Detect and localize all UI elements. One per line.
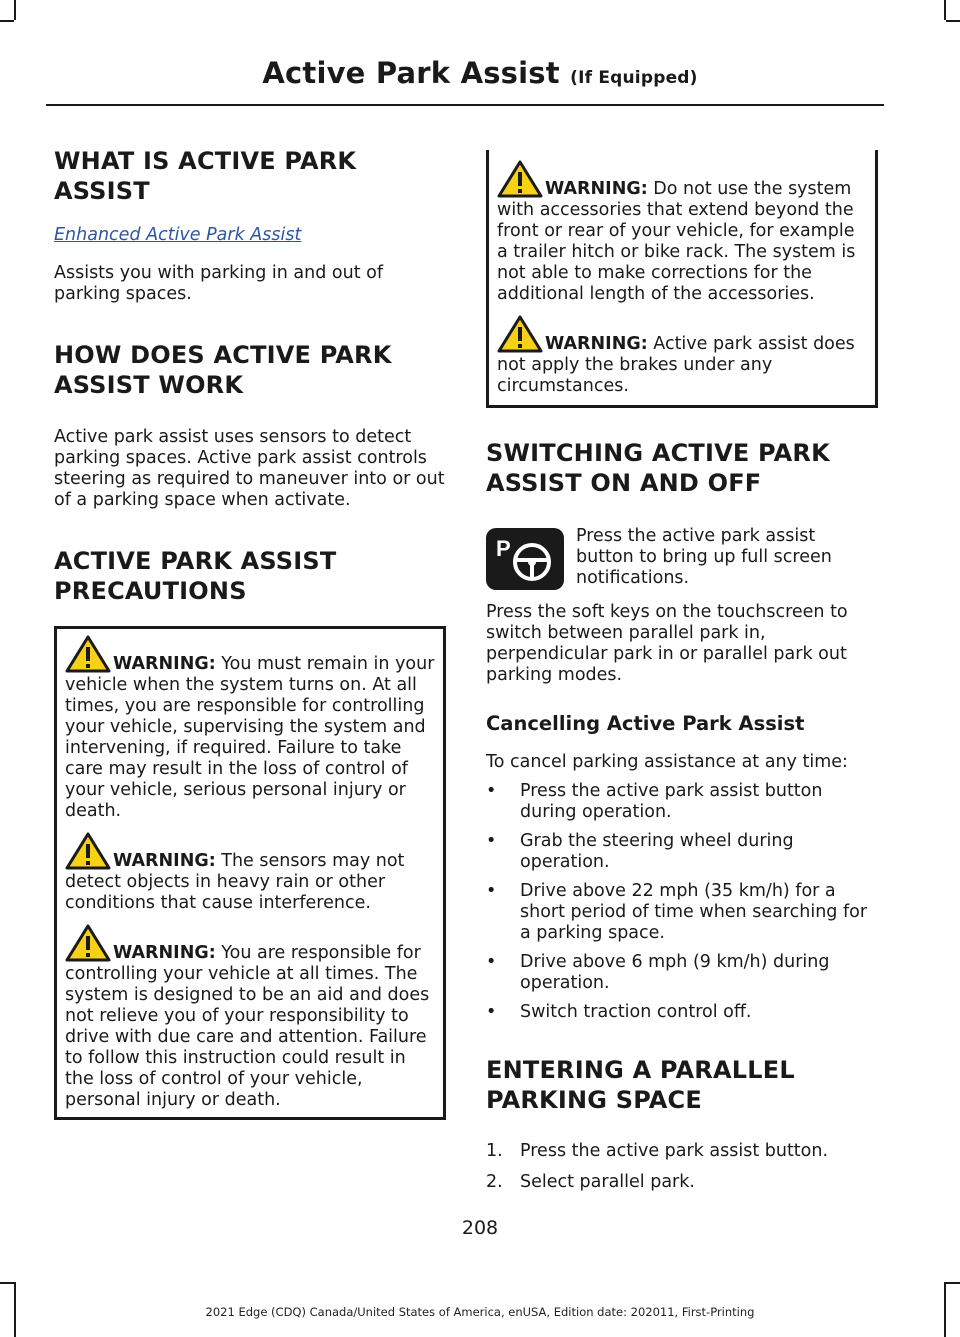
heading-cancelling: Cancelling Active Park Assist (486, 712, 805, 735)
warning-text: The sensors may not detect objects in heavy rain or other conditions that cause interference. (65, 851, 405, 913)
heading-what-is: WHAT IS ACTIVE PARK ASSIST (54, 147, 357, 205)
switch-body: Press the soft keys on the touchscreen to switch between parallel park in, perpendicular park in or parallel park out parking modes. (486, 602, 848, 685)
left-column (54, 146, 446, 1120)
warning-item (65, 832, 435, 914)
warning-label: WARNING: (545, 334, 648, 354)
crop-mark (14, 0, 16, 20)
crop-mark (944, 0, 946, 20)
list-item: • Grab the steering wheel during operation. (486, 831, 794, 872)
right-column (486, 150, 878, 1193)
warning-box (54, 626, 446, 1120)
warning-item (497, 160, 867, 305)
header-title: Active Park Assist (262, 56, 560, 90)
warning-label: WARNING: (545, 179, 648, 199)
warning-text: Do not use the system with accessories that extend beyond the front or rear of your vehicle, for example a trailer hitch or bike rack. The system is not able to make corrections for the additional length of the accessories. (497, 179, 856, 304)
warning-text: You are responsible for controlling your vehicle at all times. The system is designed to be an aid and does not relieve you of your responsibility to drive with due care and attention. Failure to follow this instruction could result in the loss of control of your vehicle, personal injury or death. (65, 943, 430, 1110)
warning-item (497, 315, 867, 397)
crop-mark (946, 20, 960, 22)
warning-label: WARNING: (113, 943, 216, 963)
heading-entering: ENTERING A PARALLEL PARKING SPACE (486, 1056, 795, 1114)
steps-list (486, 1141, 878, 1193)
list-item: • Drive above 22 mph (35 km/h) for a short period of time when searching for a parking space. (486, 881, 868, 943)
crop-mark (0, 1282, 14, 1284)
header-subtitle: (If Equipped) (570, 68, 698, 88)
active-park-assist-button-icon (486, 528, 564, 590)
crop-mark (0, 20, 14, 22)
heading-how-does: HOW DOES ACTIVE PARK ASSIST WORK (54, 341, 392, 399)
warning-text: Active park assist does not apply the brakes under any circumstances. (497, 334, 855, 396)
cancel-list (486, 781, 878, 1023)
warning-item (65, 635, 435, 822)
how-body: Active park assist uses sensors to detect parking spaces. Active park assist controls steering as required to maneuver into or out of a parking space when activate. (54, 427, 445, 510)
warning-triangle-icon (497, 160, 543, 198)
bullet: • (486, 881, 497, 901)
bullet: • (486, 781, 497, 801)
link-enhanced-active-park-assist[interactable]: Enhanced Active Park Assist (54, 225, 302, 245)
crop-mark (946, 1282, 960, 1284)
header-rule (46, 104, 884, 106)
bullet: • (486, 952, 497, 972)
warning-text: You must remain in your vehicle when the system turns on. At all times, you are responsible for controlling your vehicle, supervising the system and intervening, if required. Failure to take care may result in the loss of control of your vehicle, serious personal injury or death. (65, 654, 435, 821)
what-body: Assists you with parking in and out of parking spaces. (54, 263, 384, 304)
button-description-text: Press the active park assist button to bring up full screen notifications. (576, 526, 832, 588)
warning-item (65, 924, 435, 1111)
warning-triangle-icon (65, 924, 111, 962)
warning-triangle-icon (65, 635, 111, 673)
heading-precautions: ACTIVE PARK ASSIST PRECAUTIONS (54, 547, 337, 605)
warning-box (486, 150, 878, 408)
warning-label: WARNING: (113, 851, 216, 871)
page-number: 208 (461, 1217, 499, 1239)
cancel-intro: To cancel parking assistance at any time: (486, 752, 848, 772)
footer-edition: 2021 Edge (CDQ) Canada/United States of America, enUSA, Edition date: 202011, First-Printing (205, 1305, 755, 1319)
svg-text:P: P (496, 536, 511, 561)
warning-triangle-icon (65, 832, 111, 870)
warning-triangle-icon (497, 315, 543, 353)
bullet: • (486, 1002, 497, 1022)
list-item: • Press the active park assist button during operation. (486, 781, 823, 822)
bullet: • (486, 831, 497, 851)
warning-label: WARNING: (113, 654, 216, 674)
page-header (0, 56, 960, 90)
list-item: • Drive above 6 mph (9 km/h) during operation. (486, 952, 830, 993)
list-item: • Switch traction control off. (486, 1002, 752, 1022)
list-item: 2. Select parallel park. (486, 1172, 695, 1192)
list-item: 1. Press the active park assist button. (486, 1141, 829, 1161)
heading-switching: SWITCHING ACTIVE PARK ASSIST ON AND OFF (486, 439, 830, 497)
button-description (486, 528, 878, 590)
